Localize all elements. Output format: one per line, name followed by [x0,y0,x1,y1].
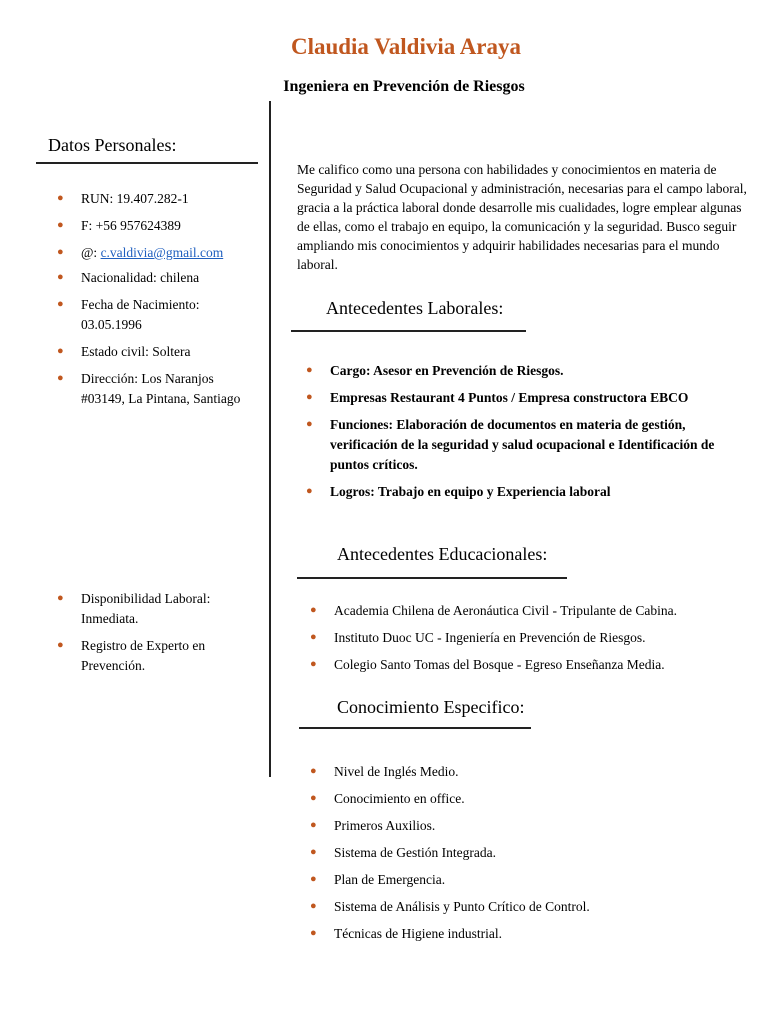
education-item: ● Instituto Duoc UC - Ingeniería en Prevención de Riesgos. [310,628,750,648]
personal-birthdate: ● Fecha de Nacimiento: 03.05.1996 [57,295,247,335]
registry-item: ● Registro de Experto en Prevención. [57,636,247,676]
personal-rule [36,162,258,164]
skill-item: ● Sistema de Análisis y Punto Crítico de Control. [310,897,750,917]
skill-item: ● Técnicas de Higiene industrial. [310,924,750,944]
education-list [310,601,750,682]
work-companies: ● Empresas Restaurant 4 Puntos / Empresa constructora EBCO [306,388,746,408]
personal-list [57,189,247,416]
email-link[interactable]: c.valdivia@gmail.com [100,245,224,260]
column-divider [269,101,271,777]
personal-phone: ● F: +56 957624389 [57,216,247,236]
skills-rule [299,727,531,729]
skill-item: ● Plan de Emergencia. [310,870,750,890]
personal-civil-status: ● Estado civil: Soltera [57,342,247,362]
education-heading: Antecedentes Educacionales: [337,544,548,564]
skill-item: ● Primeros Auxilios. [310,816,750,836]
personal-heading: Datos Personales: [48,135,177,155]
work-heading: Antecedentes Laborales: [326,298,504,318]
skills-heading: Conocimiento Especifico: [337,697,525,717]
skills-list [310,762,750,951]
personal-email[interactable]: ● @: c.valdivia@gmail.com [57,243,247,261]
skill-item: ● Conocimiento en office. [310,789,750,809]
availability-list [57,589,247,683]
skill-item: ● Sistema de Gestión Integrada. [310,843,750,863]
education-item: ● Academia Chilena de Aeronáutica Civil - Tripulante de Cabina. [310,601,750,621]
profile-summary: Me califico como una persona con habilidades y conocimientos en materia de Seguridad y Salud Ocupacional y administración, necesarias para el campo laboral, gracia a la práctica laboral donde desarrolle mis cualidades, logre emplear algunas de ellas, como el trabajo en equipo, la comunicación y la seguridad. Busco seguir ampliando mis conocimientos y adquirir habilidades necesarias para el mundo laboral. [297,162,747,272]
candidate-title: Ingeniera en Prevención de Riesgos [283,78,525,95]
work-position: ● Cargo: Asesor en Prevención de Riesgos. [306,361,746,381]
education-item: ● Colegio Santo Tomas del Bosque - Egreso Enseñanza Media. [310,655,750,675]
personal-address: ● Dirección: Los Naranjos #03149, La Pintana, Santiago [57,369,247,409]
personal-nationality: ● Nacionalidad: chilena [57,268,247,288]
availability-item: ● Disponibilidad Laboral: Inmediata. [57,589,247,629]
work-achievements: ● Logros: Trabajo en equipo y Experiencia laboral [306,482,746,502]
work-functions: ● Funciones: Elaboración de documentos en materia de gestión, verificación de la seguridad y salud ocupacional e Identificación de puntos críticos. [306,415,746,475]
work-list [306,361,746,509]
candidate-name: Claudia Valdivia Araya [290,34,522,59]
education-rule [297,577,567,579]
work-rule [291,330,526,332]
personal-run: ● RUN: 19.407.282-1 [57,189,247,209]
skill-item: ● Nivel de Inglés Medio. [310,762,750,782]
